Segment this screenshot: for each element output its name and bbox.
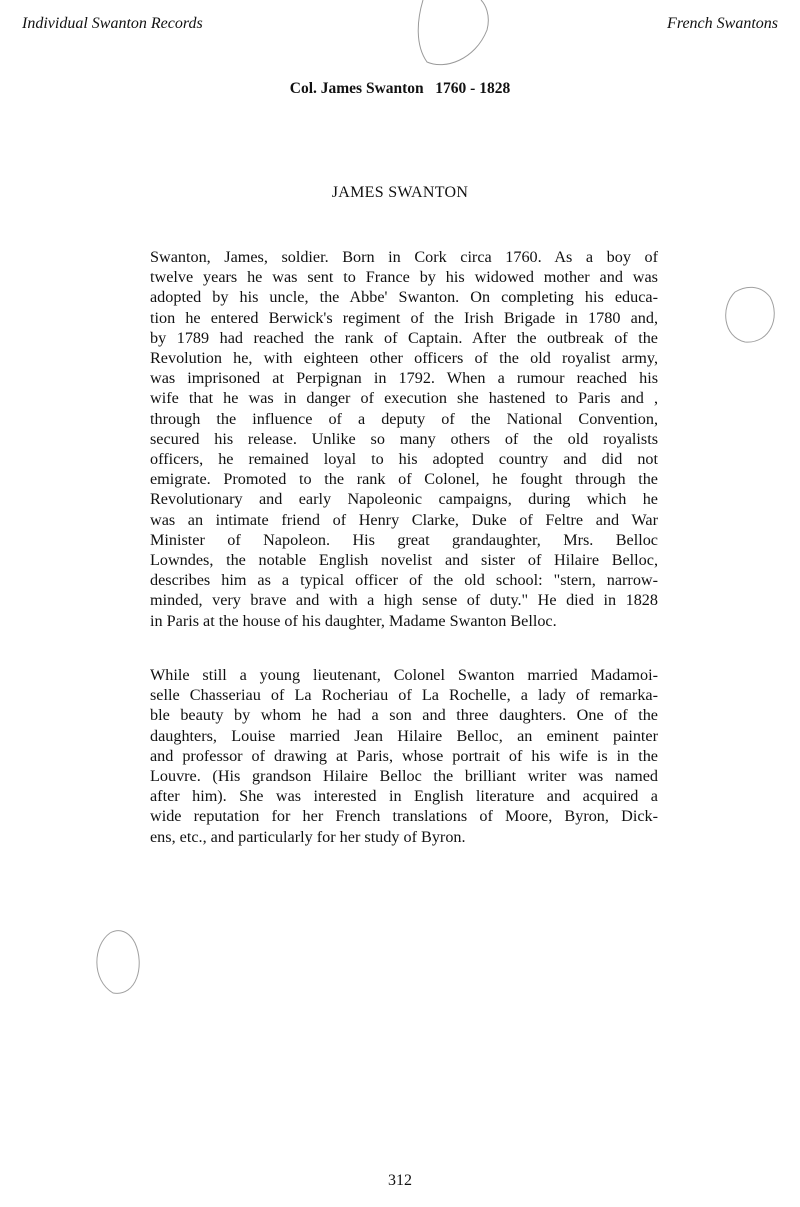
header-left: Individual Swanton Records	[22, 15, 203, 32]
text-line: twelve years he was sent to France by his widowed mother and was	[150, 268, 658, 287]
text-line: by 1789 had reached the rank of Captain. After the outbreak of the	[150, 328, 658, 347]
document-subtitle: JAMES SWANTON	[331, 184, 469, 201]
text-line: officers, he remained loyal to his adopted country and did not	[150, 450, 658, 469]
text-line: after him). She was interested in English literature and acquired a	[150, 787, 658, 806]
text-line: minded, very brave and with a high sense of duty." He died in 1828	[150, 591, 658, 610]
text-line: Louvre. (His grandson Hilaire Belloc the brilliant writer was named	[150, 767, 658, 786]
text-line: through the influence of a deputy of the National Convention,	[150, 409, 658, 428]
text-line: adopted by his uncle, the Abbe' Swanton. On completing his educa-	[150, 288, 658, 307]
text-line: wide reputation for her French translations of Moore, Byron, Dick-	[150, 807, 658, 826]
text-line: ens, etc., and particularly for her study of Byron.	[150, 827, 466, 846]
text-line: While still a young lieutenant, Colonel Swanton married Madamoi-	[150, 666, 658, 684]
text-line: daughters, Louise married Jean Hilaire Belloc, an eminent painter	[150, 726, 658, 745]
text-line: ble beauty by whom he had a son and three daughters. One of the	[150, 706, 658, 725]
scan-scribble-right	[715, 282, 785, 352]
text-line: in Paris at the house of his daughter, Madame Swanton Belloc.	[150, 611, 557, 630]
paragraph-2	[150, 665, 658, 847]
text-line: selle Chasseriau of La Rocheriau of La Rochelle, a lady of remarka-	[150, 686, 658, 705]
text-line: was an intimate friend of Henry Clarke, Duke of Feltre and War	[150, 510, 658, 529]
text-line: Revolutionary and early Napoleonic campaigns, during which he	[150, 490, 658, 509]
text-line: Revolution he, with eighteen other officers of the old royalist army,	[150, 349, 658, 368]
text-line: describes him as a typical officer of the old school: "stern, narrow-	[150, 571, 658, 590]
text-line: wife that he was in danger of execution she hastened to Paris and ,	[150, 389, 658, 408]
text-line: Minister of Napoleon. His great grandaughter, Mrs. Belloc	[150, 530, 658, 549]
text-line: tion he entered Berwick's regiment of the Irish Brigade in 1780 and,	[150, 308, 658, 327]
scan-scribble-top	[405, 0, 495, 70]
text-line: Swanton, James, soldier. Born in Cork circa 1760. As a boy of	[150, 248, 658, 266]
text-line: and professor of drawing at Paris, whose portrait of his wife is in the	[150, 746, 658, 765]
text-line: Lowndes, the notable English novelist and sister of Hilaire Belloc,	[150, 551, 658, 570]
text-line: emigrate. Promoted to the rank of Colonel, he fought through the	[150, 470, 658, 489]
text-line: was imprisoned at Perpignan in 1792. When a rumour reached his	[150, 369, 658, 388]
page-number: 312	[388, 1172, 412, 1189]
paragraph-1	[150, 247, 658, 631]
document-title: Col. James Swanton 1760 - 1828	[289, 80, 511, 97]
header-right: French Swantons	[667, 15, 778, 32]
scan-scribble-left	[85, 925, 155, 1000]
text-line: secured his release. Unlike so many others of the old royalists	[150, 429, 658, 448]
